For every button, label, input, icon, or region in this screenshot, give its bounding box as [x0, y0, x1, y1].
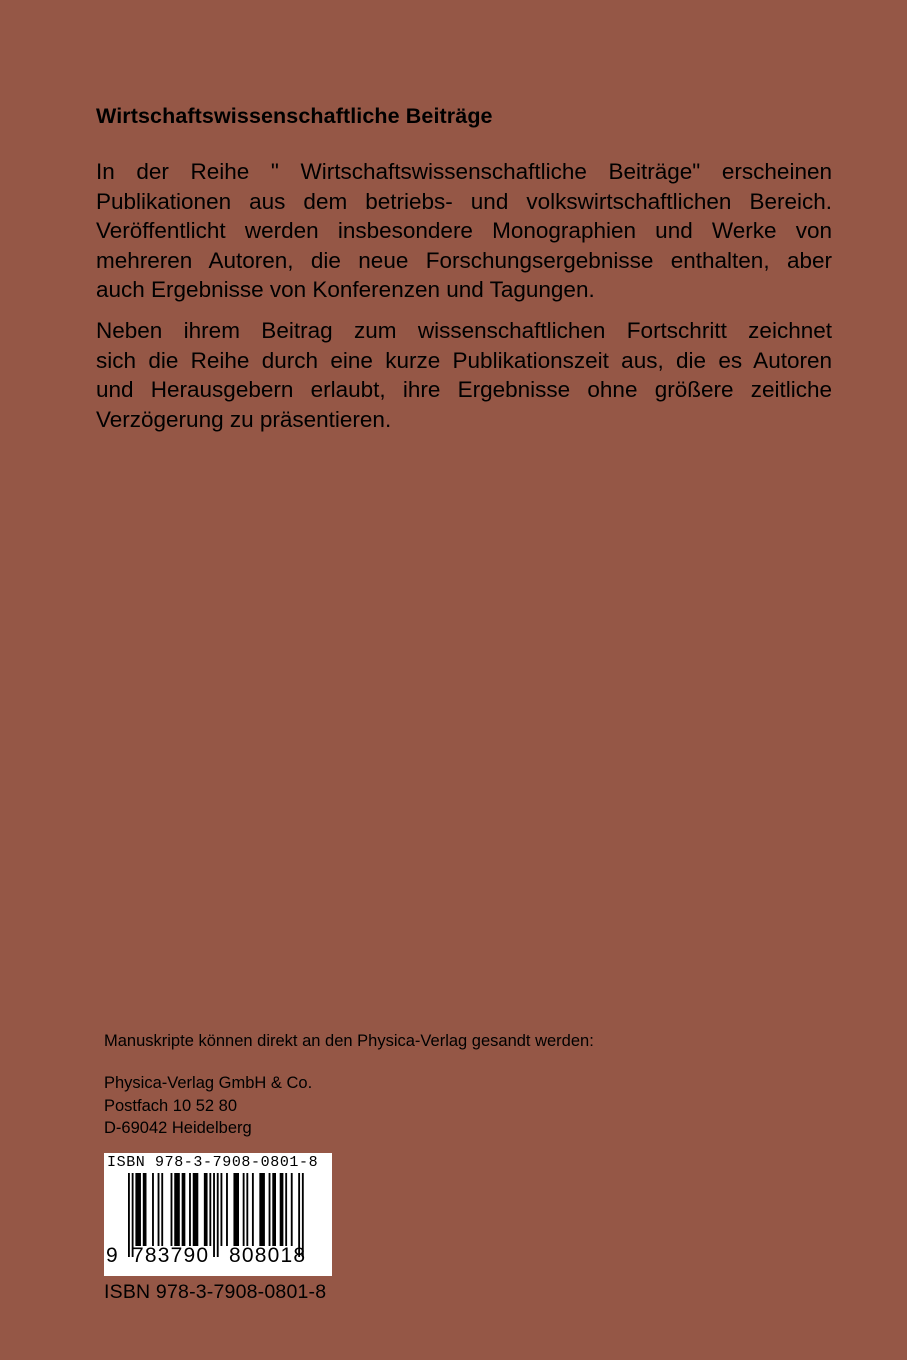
address-line: Postfach 10 52 80	[104, 1096, 238, 1115]
barcode-digits	[104, 1244, 332, 1272]
barcode-bar	[269, 1173, 271, 1246]
barcode-bar	[272, 1173, 276, 1246]
text-line: und Herausgebern erlaubt, ihre Ergebnisse ohne größere zeitliche	[96, 377, 832, 403]
barcode-bar	[209, 1173, 211, 1246]
series-title: Wirtschaftswissenschaftliche Beiträge	[96, 104, 493, 128]
series-description-paragraph	[96, 157, 832, 305]
series-benefits-paragraph	[96, 316, 832, 434]
address-line: D-69042 Heidelberg	[104, 1119, 252, 1137]
barcode-bar	[182, 1173, 186, 1246]
barcode-bar	[291, 1173, 293, 1246]
publisher-address	[104, 1072, 312, 1140]
barcode-bar	[233, 1173, 239, 1246]
barcode-left-group: 783790	[132, 1244, 210, 1267]
text-line: mehreren Autoren, die neue Forschungsergebnisse enthalten, aber	[96, 247, 832, 273]
barcode-bar	[174, 1173, 180, 1246]
isbn-barcode	[104, 1153, 332, 1276]
barcode-bar	[280, 1173, 284, 1246]
text-line: Publikationen aus dem betriebs- und volkswirtschaftlichen Bereich.	[96, 188, 832, 214]
barcode-right-group: 808018	[229, 1244, 307, 1267]
isbn-text: ISBN 978-3-7908-0801-8	[104, 1281, 327, 1303]
barcode-bar	[135, 1173, 141, 1246]
text-line: Neben ihrem Beitrag zum wissenschaftlichen Fortschritt zeichnet	[96, 318, 832, 343]
address-line: Physica-Verlag GmbH & Co.	[104, 1074, 313, 1092]
barcode-bar	[189, 1173, 191, 1246]
text-line: sich die Reihe durch eine kurze Publikationszeit aus, die es Autoren	[96, 347, 832, 373]
barcode-bar	[193, 1173, 199, 1246]
text-line: In der Reihe " Wirtschaftswissenschaftliche Beiträge" erscheinen	[96, 159, 832, 184]
barcode-bar	[143, 1173, 147, 1246]
barcode-bar	[259, 1173, 265, 1246]
barcode-bar	[158, 1173, 160, 1246]
barcode-isbn-label: ISBN 978-3-7908-0801-8	[107, 1154, 319, 1171]
barcode-bar	[246, 1173, 248, 1246]
submission-note: Manuskripte können direkt an den Physica-Verlag gesandt werden:	[104, 1032, 594, 1050]
barcode-bar	[171, 1173, 173, 1246]
barcode-bar	[252, 1173, 254, 1246]
text-line: Verzögerung zu präsentieren.	[96, 406, 392, 432]
barcode-bar	[243, 1173, 245, 1246]
barcode-bar	[161, 1173, 163, 1246]
barcode-bar	[204, 1173, 208, 1246]
barcode-bar	[226, 1173, 228, 1246]
text-line: Veröffentlicht werden insbesondere Monographien und Werke von	[96, 218, 832, 244]
barcode-bar	[152, 1173, 154, 1246]
barcode-bar	[285, 1173, 287, 1246]
barcode-first-digit: 9	[106, 1244, 118, 1267]
text-line: auch Ergebnisse von Konferenzen und Tagungen.	[96, 277, 595, 303]
barcode-bar	[221, 1173, 223, 1246]
